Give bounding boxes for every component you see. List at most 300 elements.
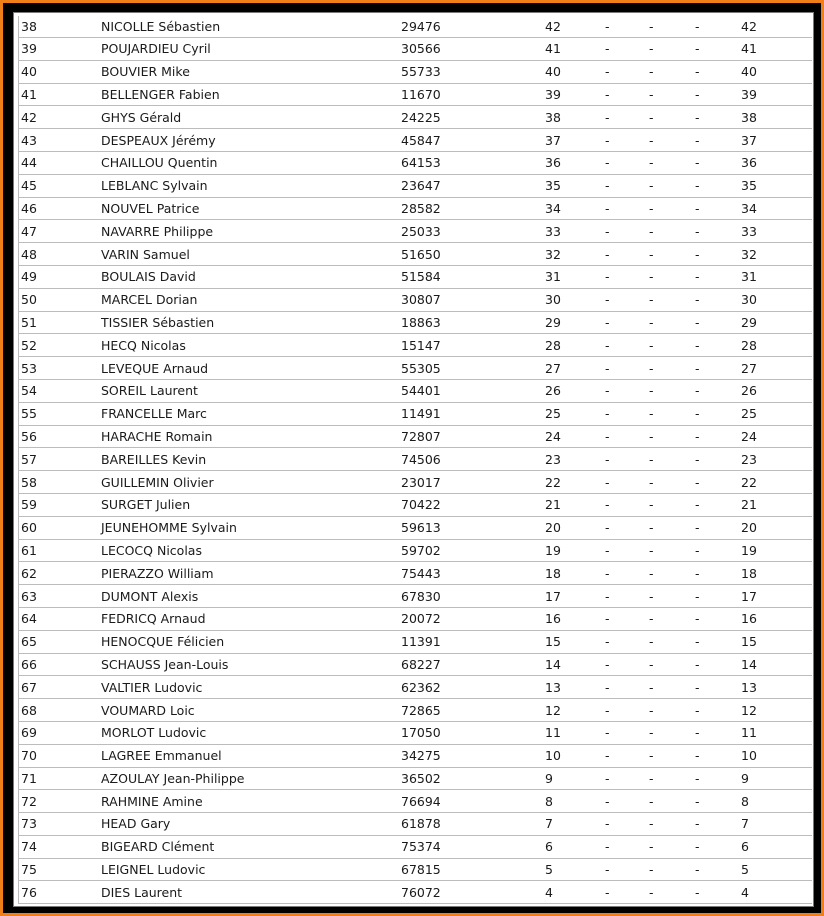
points-cell: 20 — [545, 516, 605, 539]
points-cell: 27 — [545, 357, 605, 380]
total-cell: 40 — [741, 60, 812, 83]
license-number-cell: 67830 — [401, 585, 545, 608]
rank-cell: 40 — [19, 60, 102, 83]
round-2-cell: - — [649, 699, 695, 722]
rank-cell: 38 — [19, 16, 102, 38]
round-1-cell: - — [605, 288, 649, 311]
table-row — [19, 288, 813, 311]
table-row — [19, 425, 813, 448]
table-row — [19, 471, 813, 494]
rank-cell: 54 — [19, 379, 102, 402]
table-row — [19, 493, 813, 516]
round-2-cell: - — [649, 562, 695, 585]
round-1-cell: - — [605, 83, 649, 106]
license-number-cell: 23017 — [401, 471, 545, 494]
rider-name-cell: PIERAZZO William — [101, 562, 401, 585]
license-number-cell: 18863 — [401, 311, 545, 334]
rider-name-cell: LEBLANC Sylvain — [101, 174, 401, 197]
round-1-cell: - — [605, 744, 649, 767]
table-row — [19, 790, 813, 813]
round-1-cell: - — [605, 813, 649, 836]
round-1-cell: - — [605, 539, 649, 562]
points-cell: 23 — [545, 448, 605, 471]
license-number-cell: 29476 — [401, 16, 545, 38]
table-row — [19, 265, 813, 288]
round-2-cell: - — [649, 744, 695, 767]
table-row — [19, 516, 813, 539]
round-3-cell: - — [695, 539, 741, 562]
round-3-cell: - — [695, 151, 741, 174]
round-3-cell: - — [695, 721, 741, 744]
license-number-cell: 68227 — [401, 653, 545, 676]
rider-name-cell: HARACHE Romain — [101, 425, 401, 448]
license-number-cell: 20072 — [401, 607, 545, 630]
points-cell: 17 — [545, 585, 605, 608]
rank-cell: 46 — [19, 197, 102, 220]
total-cell: 12 — [741, 699, 812, 722]
total-cell: 25 — [741, 402, 812, 425]
round-2-cell: - — [649, 493, 695, 516]
rider-name-cell: SOREIL Laurent — [101, 379, 401, 402]
round-2-cell: - — [649, 767, 695, 790]
round-2-cell: - — [649, 357, 695, 380]
round-2-cell: - — [649, 630, 695, 653]
round-2-cell: - — [649, 60, 695, 83]
license-number-cell: 62362 — [401, 676, 545, 699]
license-number-cell: 34275 — [401, 744, 545, 767]
total-cell: 24 — [741, 425, 812, 448]
total-cell: 36 — [741, 151, 812, 174]
round-1-cell: - — [605, 835, 649, 858]
round-3-cell: - — [695, 334, 741, 357]
points-cell: 37 — [545, 129, 605, 152]
table-row — [19, 744, 813, 767]
round-2-cell: - — [649, 197, 695, 220]
round-3-cell: - — [695, 288, 741, 311]
round-1-cell: - — [605, 653, 649, 676]
points-cell: 25 — [545, 402, 605, 425]
rider-name-cell: DIES Laurent — [101, 881, 401, 904]
round-1-cell: - — [605, 676, 649, 699]
rank-cell: 76 — [19, 881, 102, 904]
rank-cell: 48 — [19, 243, 102, 266]
round-2-cell: - — [649, 835, 695, 858]
rider-name-cell: GHYS Gérald — [101, 106, 401, 129]
points-cell: 32 — [545, 243, 605, 266]
points-cell: 38 — [545, 106, 605, 129]
total-cell: 32 — [741, 243, 812, 266]
rank-cell: 62 — [19, 562, 102, 585]
rider-name-cell: DUMONT Alexis — [101, 585, 401, 608]
total-cell: 9 — [741, 767, 812, 790]
round-1-cell: - — [605, 174, 649, 197]
table-row — [19, 334, 813, 357]
points-cell: 12 — [545, 699, 605, 722]
total-cell: 33 — [741, 220, 812, 243]
total-cell: 20 — [741, 516, 812, 539]
round-3-cell: - — [695, 448, 741, 471]
rider-name-cell: RAHMINE Amine — [101, 790, 401, 813]
round-2-cell: - — [649, 653, 695, 676]
ranking-table — [18, 16, 812, 904]
round-1-cell: - — [605, 448, 649, 471]
license-number-cell: 72865 — [401, 699, 545, 722]
license-number-cell: 76694 — [401, 790, 545, 813]
rank-cell: 64 — [19, 607, 102, 630]
table-row — [19, 106, 813, 129]
total-cell: 14 — [741, 653, 812, 676]
total-cell: 39 — [741, 83, 812, 106]
round-2-cell: - — [649, 151, 695, 174]
rank-cell: 73 — [19, 813, 102, 836]
rank-cell: 53 — [19, 357, 102, 380]
rider-name-cell: HECQ Nicolas — [101, 334, 401, 357]
round-3-cell: - — [695, 607, 741, 630]
license-number-cell: 11391 — [401, 630, 545, 653]
round-3-cell: - — [695, 813, 741, 836]
table-row — [19, 151, 813, 174]
round-2-cell: - — [649, 83, 695, 106]
round-1-cell: - — [605, 402, 649, 425]
license-number-cell: 11491 — [401, 402, 545, 425]
table-row — [19, 448, 813, 471]
round-2-cell: - — [649, 813, 695, 836]
table-row — [19, 379, 813, 402]
license-number-cell: 30566 — [401, 38, 545, 61]
license-number-cell: 76072 — [401, 881, 545, 904]
total-cell: 22 — [741, 471, 812, 494]
round-2-cell: - — [649, 585, 695, 608]
round-1-cell: - — [605, 357, 649, 380]
round-1-cell: - — [605, 265, 649, 288]
round-2-cell: - — [649, 379, 695, 402]
points-cell: 8 — [545, 790, 605, 813]
table-row — [19, 562, 813, 585]
round-1-cell: - — [605, 790, 649, 813]
license-number-cell: 45847 — [401, 129, 545, 152]
table-row — [19, 813, 813, 836]
ranking-table-body — [19, 16, 813, 904]
round-3-cell: - — [695, 516, 741, 539]
round-3-cell: - — [695, 174, 741, 197]
rank-cell: 65 — [19, 630, 102, 653]
license-number-cell: 67815 — [401, 858, 545, 881]
round-3-cell: - — [695, 311, 741, 334]
round-1-cell: - — [605, 379, 649, 402]
points-cell: 18 — [545, 562, 605, 585]
rank-cell: 70 — [19, 744, 102, 767]
total-cell: 31 — [741, 265, 812, 288]
round-1-cell: - — [605, 106, 649, 129]
rank-cell: 43 — [19, 129, 102, 152]
round-1-cell: - — [605, 721, 649, 744]
round-3-cell: - — [695, 83, 741, 106]
license-number-cell: 23647 — [401, 174, 545, 197]
round-3-cell: - — [695, 493, 741, 516]
round-2-cell: - — [649, 243, 695, 266]
license-number-cell: 24225 — [401, 106, 545, 129]
round-2-cell: - — [649, 220, 695, 243]
points-cell: 6 — [545, 835, 605, 858]
total-cell: 6 — [741, 835, 812, 858]
points-cell: 34 — [545, 197, 605, 220]
round-3-cell: - — [695, 699, 741, 722]
total-cell: 41 — [741, 38, 812, 61]
license-number-cell: 15147 — [401, 334, 545, 357]
rank-cell: 61 — [19, 539, 102, 562]
rank-cell: 55 — [19, 402, 102, 425]
round-1-cell: - — [605, 220, 649, 243]
round-2-cell: - — [649, 539, 695, 562]
rider-name-cell: GUILLEMIN Olivier — [101, 471, 401, 494]
points-cell: 10 — [545, 744, 605, 767]
rider-name-cell: NOUVEL Patrice — [101, 197, 401, 220]
rider-name-cell: NAVARRE Philippe — [101, 220, 401, 243]
round-3-cell: - — [695, 585, 741, 608]
round-2-cell: - — [649, 106, 695, 129]
rider-name-cell: TISSIER Sébastien — [101, 311, 401, 334]
total-cell: 34 — [741, 197, 812, 220]
license-number-cell: 30807 — [401, 288, 545, 311]
rank-cell: 72 — [19, 790, 102, 813]
table-row — [19, 539, 813, 562]
round-3-cell: - — [695, 858, 741, 881]
rider-name-cell: FRANCELLE Marc — [101, 402, 401, 425]
points-cell: 16 — [545, 607, 605, 630]
total-cell: 16 — [741, 607, 812, 630]
round-2-cell: - — [649, 16, 695, 38]
points-cell: 24 — [545, 425, 605, 448]
rider-name-cell: BAREILLES Kevin — [101, 448, 401, 471]
table-row — [19, 197, 813, 220]
total-cell: 23 — [741, 448, 812, 471]
points-cell: 5 — [545, 858, 605, 881]
rider-name-cell: POUJARDIEU Cyril — [101, 38, 401, 61]
round-1-cell: - — [605, 425, 649, 448]
rider-name-cell: BOULAIS David — [101, 265, 401, 288]
round-3-cell: - — [695, 653, 741, 676]
round-1-cell: - — [605, 630, 649, 653]
license-number-cell: 72807 — [401, 425, 545, 448]
total-cell: 5 — [741, 858, 812, 881]
rider-name-cell: LEIGNEL Ludovic — [101, 858, 401, 881]
round-1-cell: - — [605, 334, 649, 357]
table-row — [19, 585, 813, 608]
round-2-cell: - — [649, 334, 695, 357]
table-row — [19, 60, 813, 83]
round-3-cell: - — [695, 790, 741, 813]
round-2-cell: - — [649, 676, 695, 699]
round-1-cell: - — [605, 562, 649, 585]
rank-cell: 71 — [19, 767, 102, 790]
round-3-cell: - — [695, 425, 741, 448]
round-2-cell: - — [649, 265, 695, 288]
points-cell: 28 — [545, 334, 605, 357]
license-number-cell: 25033 — [401, 220, 545, 243]
license-number-cell: 51584 — [401, 265, 545, 288]
round-1-cell: - — [605, 16, 649, 38]
round-2-cell: - — [649, 129, 695, 152]
round-1-cell: - — [605, 585, 649, 608]
rank-cell: 49 — [19, 265, 102, 288]
table-row — [19, 699, 813, 722]
round-1-cell: - — [605, 38, 649, 61]
table-row — [19, 676, 813, 699]
rank-cell: 69 — [19, 721, 102, 744]
rank-cell: 52 — [19, 334, 102, 357]
rank-cell: 45 — [19, 174, 102, 197]
points-cell: 26 — [545, 379, 605, 402]
table-row — [19, 767, 813, 790]
rider-name-cell: BOUVIER Mike — [101, 60, 401, 83]
rider-name-cell: JEUNEHOMME Sylvain — [101, 516, 401, 539]
round-1-cell: - — [605, 858, 649, 881]
round-1-cell: - — [605, 197, 649, 220]
round-3-cell: - — [695, 744, 741, 767]
round-3-cell: - — [695, 129, 741, 152]
points-cell: 11 — [545, 721, 605, 744]
points-cell: 39 — [545, 83, 605, 106]
round-3-cell: - — [695, 471, 741, 494]
round-2-cell: - — [649, 288, 695, 311]
total-cell: 37 — [741, 129, 812, 152]
points-cell: 14 — [545, 653, 605, 676]
points-cell: 19 — [545, 539, 605, 562]
license-number-cell: 36502 — [401, 767, 545, 790]
table-row — [19, 721, 813, 744]
round-3-cell: - — [695, 38, 741, 61]
total-cell: 28 — [741, 334, 812, 357]
round-3-cell: - — [695, 402, 741, 425]
rider-name-cell: BELLENGER Fabien — [101, 83, 401, 106]
points-cell: 15 — [545, 630, 605, 653]
rider-name-cell: DESPEAUX Jérémy — [101, 129, 401, 152]
total-cell: 8 — [741, 790, 812, 813]
round-2-cell: - — [649, 858, 695, 881]
total-cell: 42 — [741, 16, 812, 38]
rank-cell: 63 — [19, 585, 102, 608]
round-2-cell: - — [649, 721, 695, 744]
rider-name-cell: FEDRICQ Arnaud — [101, 607, 401, 630]
total-cell: 11 — [741, 721, 812, 744]
license-number-cell: 74506 — [401, 448, 545, 471]
license-number-cell: 54401 — [401, 379, 545, 402]
table-row — [19, 129, 813, 152]
rider-name-cell: LECOCQ Nicolas — [101, 539, 401, 562]
total-cell: 7 — [741, 813, 812, 836]
table-row — [19, 357, 813, 380]
round-2-cell: - — [649, 38, 695, 61]
rider-name-cell: SCHAUSS Jean-Louis — [101, 653, 401, 676]
total-cell: 19 — [741, 539, 812, 562]
total-cell: 17 — [741, 585, 812, 608]
round-3-cell: - — [695, 562, 741, 585]
rider-name-cell: BIGEARD Clément — [101, 835, 401, 858]
table-row — [19, 16, 813, 38]
rider-name-cell: AZOULAY Jean-Philippe — [101, 767, 401, 790]
ranking-panel — [13, 12, 814, 907]
table-row — [19, 835, 813, 858]
table-row — [19, 311, 813, 334]
points-cell: 4 — [545, 881, 605, 904]
total-cell: 10 — [741, 744, 812, 767]
round-2-cell: - — [649, 311, 695, 334]
license-number-cell: 55305 — [401, 357, 545, 380]
points-cell: 33 — [545, 220, 605, 243]
rank-cell: 42 — [19, 106, 102, 129]
points-cell: 13 — [545, 676, 605, 699]
round-2-cell: - — [649, 607, 695, 630]
total-cell: 35 — [741, 174, 812, 197]
license-number-cell: 55733 — [401, 60, 545, 83]
points-cell: 9 — [545, 767, 605, 790]
rank-cell: 41 — [19, 83, 102, 106]
rank-cell: 66 — [19, 653, 102, 676]
rider-name-cell: SURGET Julien — [101, 493, 401, 516]
total-cell: 26 — [741, 379, 812, 402]
rider-name-cell: HEAD Gary — [101, 813, 401, 836]
round-1-cell: - — [605, 493, 649, 516]
total-cell: 18 — [741, 562, 812, 585]
round-1-cell: - — [605, 607, 649, 630]
total-cell: 30 — [741, 288, 812, 311]
rider-name-cell: CHAILLOU Quentin — [101, 151, 401, 174]
round-1-cell: - — [605, 129, 649, 152]
round-1-cell: - — [605, 311, 649, 334]
points-cell: 30 — [545, 288, 605, 311]
rank-cell: 44 — [19, 151, 102, 174]
license-number-cell: 75443 — [401, 562, 545, 585]
total-cell: 38 — [741, 106, 812, 129]
round-3-cell: - — [695, 265, 741, 288]
round-3-cell: - — [695, 60, 741, 83]
rank-cell: 47 — [19, 220, 102, 243]
total-cell: 4 — [741, 881, 812, 904]
table-row — [19, 630, 813, 653]
table-row — [19, 653, 813, 676]
round-3-cell: - — [695, 243, 741, 266]
table-row — [19, 607, 813, 630]
license-number-cell: 61878 — [401, 813, 545, 836]
round-2-cell: - — [649, 402, 695, 425]
round-1-cell: - — [605, 471, 649, 494]
total-cell: 15 — [741, 630, 812, 653]
round-2-cell: - — [649, 448, 695, 471]
round-1-cell: - — [605, 151, 649, 174]
rank-cell: 57 — [19, 448, 102, 471]
round-3-cell: - — [695, 197, 741, 220]
rank-cell: 51 — [19, 311, 102, 334]
points-cell: 22 — [545, 471, 605, 494]
round-2-cell: - — [649, 881, 695, 904]
rider-name-cell: VOUMARD Loic — [101, 699, 401, 722]
license-number-cell: 51650 — [401, 243, 545, 266]
rank-cell: 56 — [19, 425, 102, 448]
points-cell: 29 — [545, 311, 605, 334]
rider-name-cell: HENOCQUE Félicien — [101, 630, 401, 653]
table-row — [19, 243, 813, 266]
license-number-cell: 59702 — [401, 539, 545, 562]
table-row — [19, 38, 813, 61]
rank-cell: 59 — [19, 493, 102, 516]
license-number-cell: 28582 — [401, 197, 545, 220]
total-cell: 13 — [741, 676, 812, 699]
points-cell: 41 — [545, 38, 605, 61]
rider-name-cell: LEVEQUE Arnaud — [101, 357, 401, 380]
round-3-cell: - — [695, 835, 741, 858]
points-cell: 21 — [545, 493, 605, 516]
rank-cell: 68 — [19, 699, 102, 722]
